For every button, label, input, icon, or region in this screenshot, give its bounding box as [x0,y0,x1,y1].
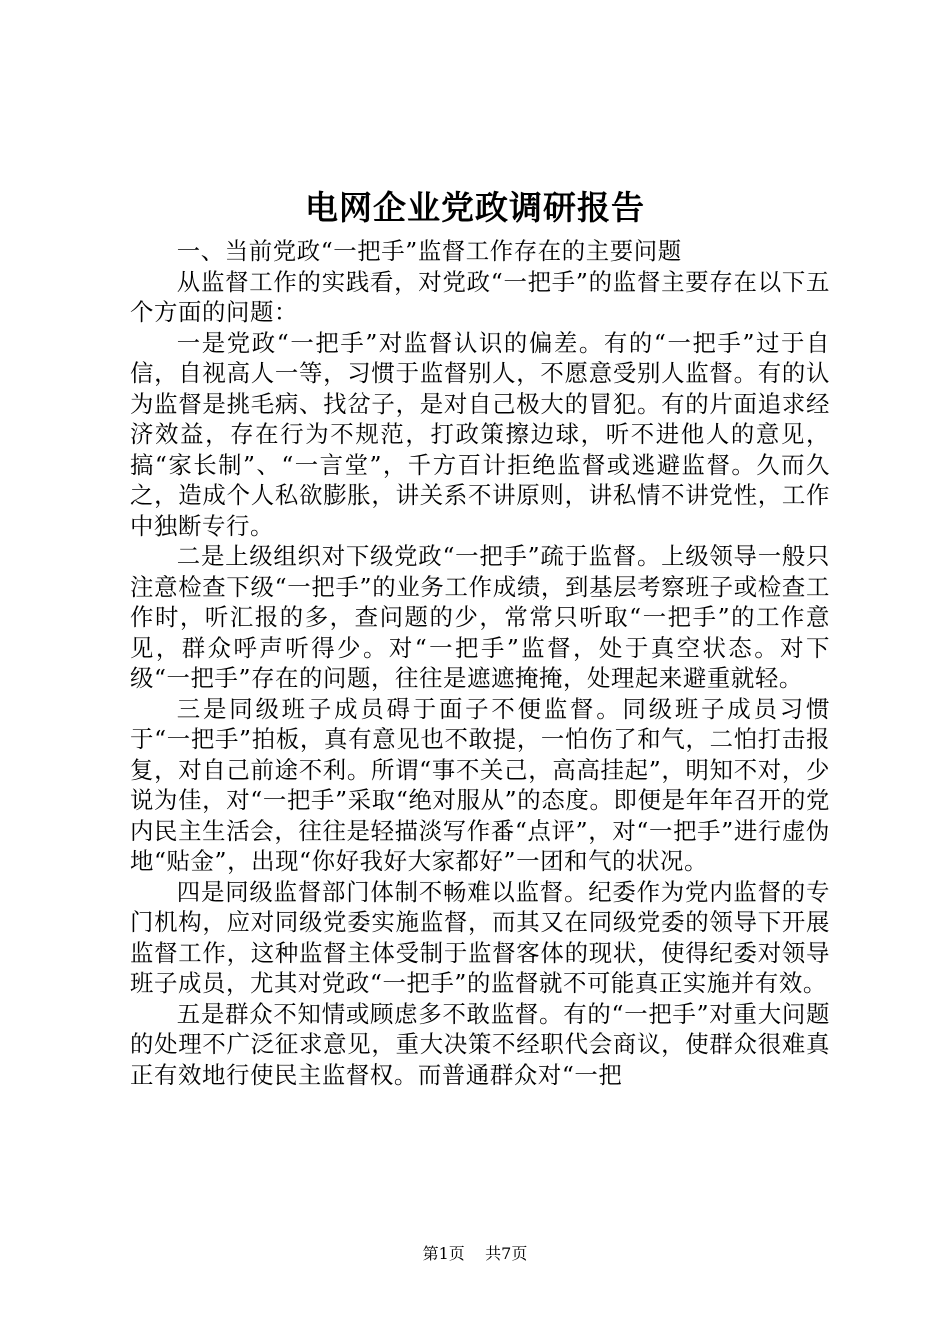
paragraph-point-1: 一是党政“一把手”对监督认识的偏差。有的“一把手”过于自信，自视高人一等，习惯于监督别人，不愿意受别人监督。有的认为监督是挑毛病、找岔子，是对自己极大的冒犯。有的片面追求经济效益，存在行为不规范，打政策擦边球，听不进他人的意见，搞“家长制”、“一言堂”，千方百计拒绝监督或逃避监督。久而久之，造成个人私欲膨胀，讲关系不讲原则，讲私情不讲党性，工作中独断专行。 [130,328,830,540]
paragraph-point-5: 五是群众不知情或顾虑多不敢监督。有的“一把手”对重大问题的处理不广泛征求意见，重大决策不经职代会商议，使群众很难真正有效地行使民主监督权。而普通群众对“一把 [130,999,830,1089]
section-heading: 一、当前党政“一把手”监督工作存在的主要问题 [176,237,682,265]
paragraph-point-4: 四是同级监督部门体制不畅难以监督。纪委作为党内监督的专门机构，应对同级党委实施监督，而其又在同级党委的领导下开展监督工作，这种监督主体受制于监督客体的现状，使得纪委对领导班子成员，尤其对党政“一把手”的监督就不可能真正实施并有效。 [130,877,830,997]
document-body [130,236,830,1090]
document-title: 电网企业党政调研报告 [305,188,645,227]
page-total: 共7页 [485,1244,528,1263]
paragraph-point-3: 三是同级班子成员碍于面子不便监督。同级班子成员习惯于“一把手”拍板，真有意见也不敢提，一怕伤了和气，二怕打击报复，对自己前途不利。所谓“事不关己，高高挂起”，明知不对，少说为佳，对“一把手”采取“绝对服从”的态度。即便是年年召开的党内民主生活会，往往是轻描淡写作番“点评”，对“一把手”进行虚伪地“贴金”，出现“你好我好大家都好”一团和气的状况。 [130,694,830,875]
page-footer [0,1244,950,1264]
paragraph-intro: 从监督工作的实践看，对党政“一把手”的监督主要存在以下五个方面的问题： [130,267,830,326]
page-number: 第1页 [422,1244,465,1263]
paragraph-point-2: 二是上级组织对下级党政“一把手”疏于监督。上级领导一般只注意检查下级“一把手”的业务工作成绩，到基层考察班子或检查工作时，听汇报的多，查问题的少，常常只听取“一把手”的工作意见，群众呼声听得少。对“一把手”监督，处于真空状态。对下级“一把手”存在的问题，往往是遮遮掩掩，处理起来避重就轻。 [130,542,830,692]
